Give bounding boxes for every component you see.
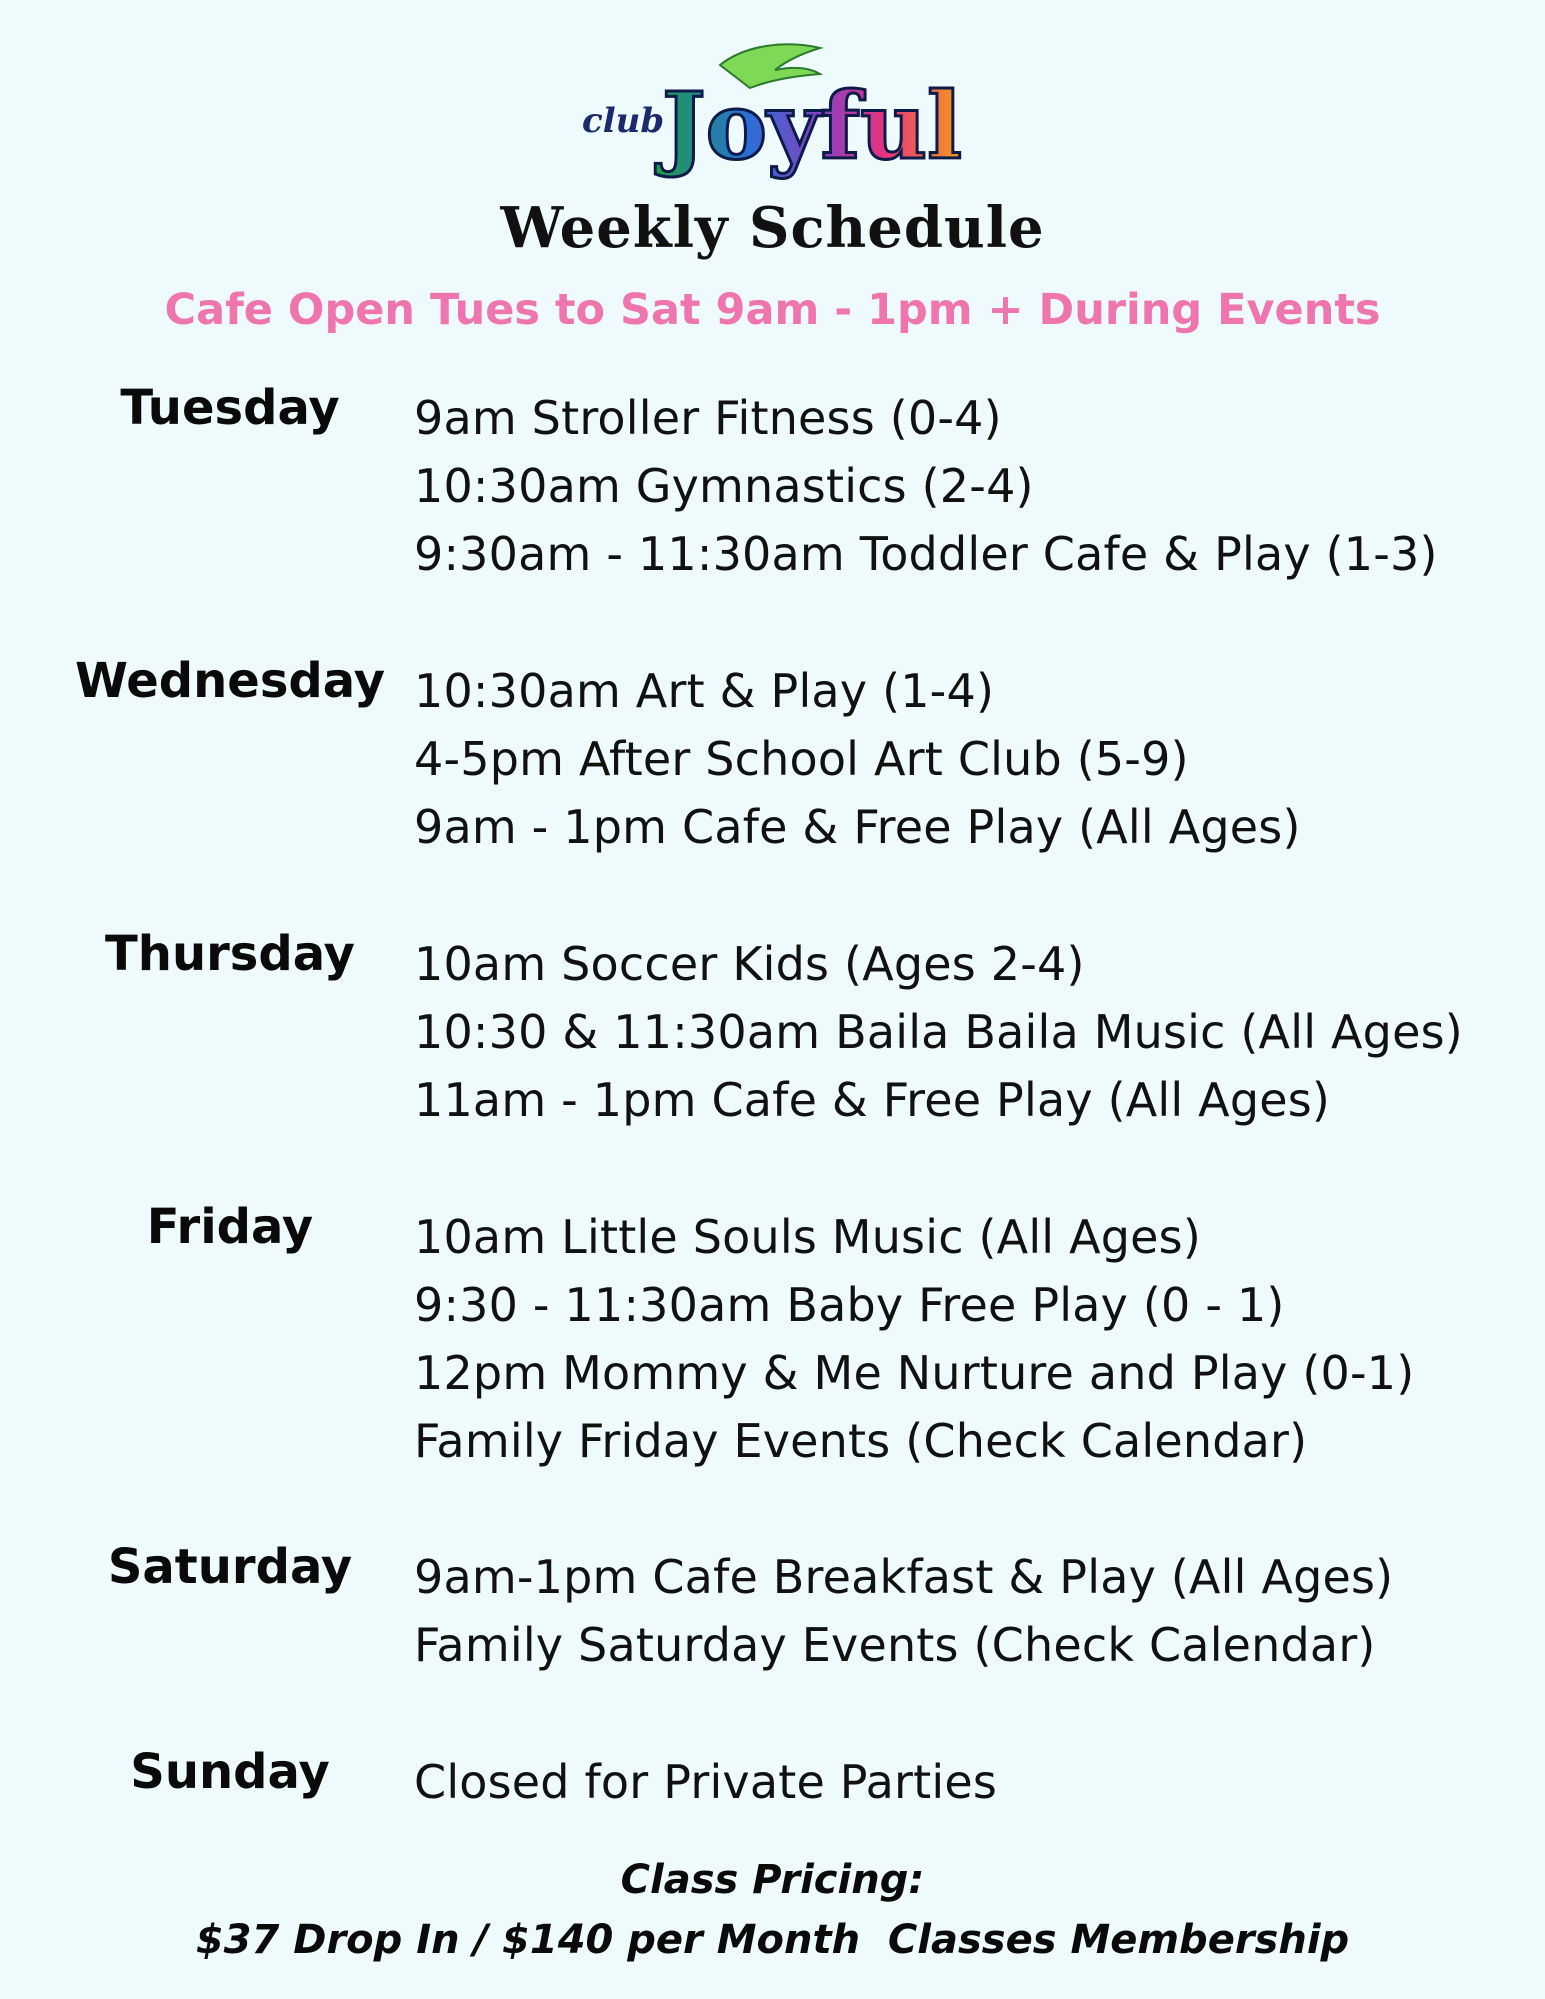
- day-label: Saturday: [107, 1539, 353, 1595]
- event-item: 10am Little Souls Music (All Ages): [414, 1210, 1201, 1264]
- event-list: [414, 384, 1438, 588]
- event-list: [414, 930, 1463, 1134]
- day-label: Friday: [146, 1199, 314, 1255]
- day-label: Sunday: [130, 1744, 330, 1800]
- pricing-details: $37 Drop In / $140 per Month Classes Membership: [195, 1917, 1350, 1963]
- day-label: Wednesday: [74, 653, 385, 709]
- event-item: 10:30am Art & Play (1-4): [414, 664, 995, 718]
- day-label: Tuesday: [120, 380, 340, 436]
- event-item: 10:30 & 11:30am Baila Baila Music (All Ages): [414, 1005, 1463, 1059]
- cafe-hours-subtitle: Cafe Open Tues to Sat 9am - 1pm + During Events: [164, 285, 1381, 335]
- event-item: Family Friday Events (Check Calendar): [414, 1414, 1308, 1468]
- event-item: 9:30 - 11:30am Baby Free Play (0 - 1): [414, 1278, 1285, 1332]
- event-item: 12pm Mommy & Me Nurture and Play (0-1): [414, 1346, 1415, 1400]
- day-label: Thursday: [105, 926, 355, 982]
- club-joyful-logo: [570, 40, 980, 185]
- event-item: 9am - 1pm Cafe & Free Play (All Ages): [414, 800, 1301, 854]
- logo-name-text: Joyful: [654, 72, 962, 180]
- event-list: [414, 1748, 997, 1816]
- event-item: 10:30am Gymnastics (2-4): [414, 459, 1034, 513]
- event-item: 9am Stroller Fitness (0-4): [414, 391, 1002, 445]
- event-item: 10am Soccer Kids (Ages 2-4): [414, 937, 1085, 991]
- pricing-title: Class Pricing:: [620, 1857, 925, 1903]
- event-item: 4-5pm After School Art Club (5-9): [414, 732, 1189, 786]
- event-item: 9am-1pm Cafe Breakfast & Play (All Ages): [414, 1550, 1394, 1604]
- event-list: [414, 1203, 1414, 1475]
- event-list: [414, 1543, 1393, 1679]
- event-item: Family Saturday Events (Check Calendar): [414, 1618, 1376, 1672]
- event-item: Closed for Private Parties: [414, 1755, 998, 1809]
- event-item: 11am - 1pm Cafe & Free Play (All Ages): [414, 1073, 1331, 1127]
- event-list: [414, 657, 1301, 861]
- event-item: 9:30am - 11:30am Toddler Cafe & Play (1-3): [414, 527, 1438, 581]
- logo-club-text: club: [582, 101, 665, 141]
- page-title: Weekly Schedule: [500, 195, 1045, 261]
